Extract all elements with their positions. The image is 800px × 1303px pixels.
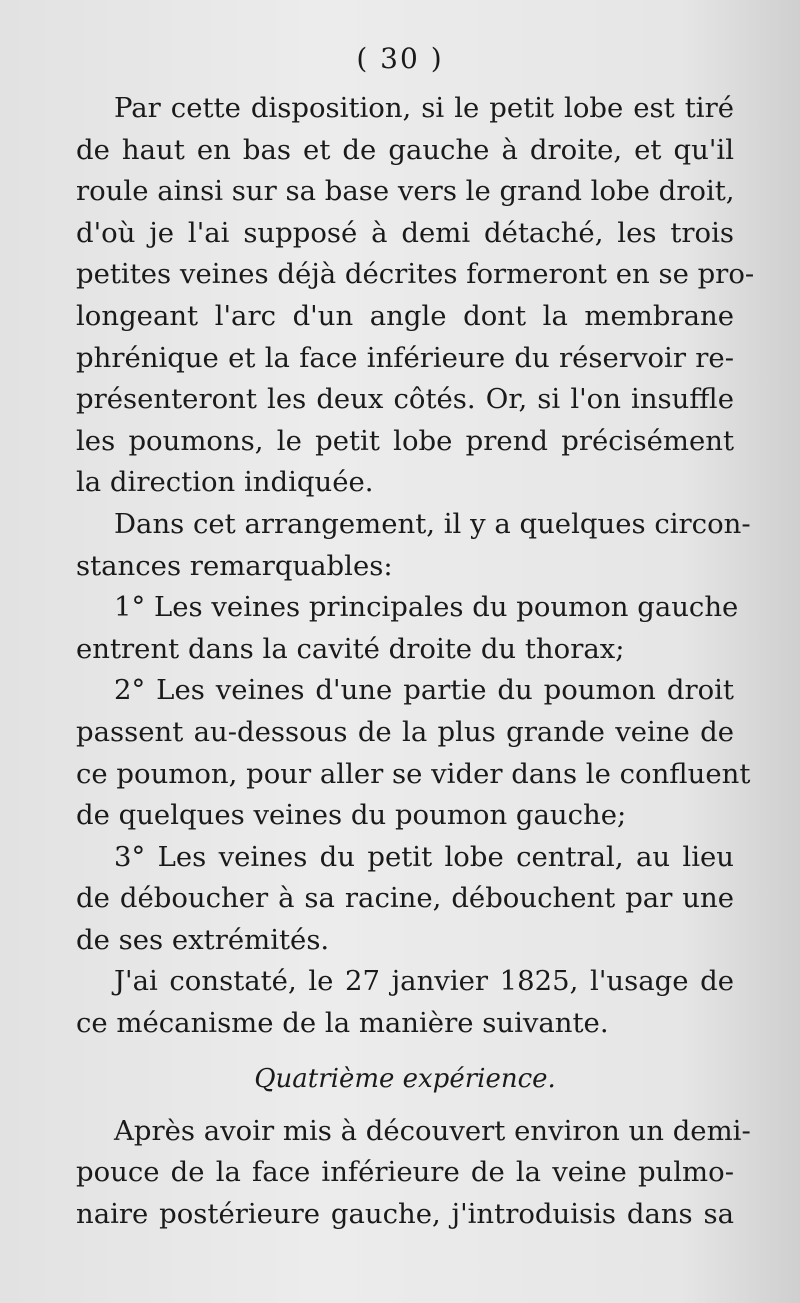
text-line: Après avoir mis à découvert environ un demi-: [114, 1114, 751, 1147]
text-line: de haut en bas et de gauche à droite, et qu'il: [76, 133, 734, 166]
text-line: les poumons, le petit lobe prend précisément: [76, 424, 734, 457]
text-line: ce mécanisme de la manière suivante.: [76, 1007, 609, 1040]
text-line: pouce de la face inférieure de la veine pulmo-: [76, 1156, 734, 1189]
page-number: ( 30 ): [356, 42, 444, 75]
paragraph-7: [76, 1111, 751, 1236]
text-line: ce poumon, pour aller se vider dans le confluent: [76, 757, 751, 790]
text-line: roule ainsi sur sa base vers le grand lobe droit,: [76, 175, 735, 208]
paragraph-1: [76, 88, 755, 504]
text-line: de quelques veines du poumon gauche;: [76, 799, 627, 832]
text-line: 2° Les veines d'une partie du poumon droit: [114, 674, 734, 707]
text-line: stances remarquables:: [76, 549, 393, 582]
text-line: la direction indiquée.: [76, 466, 374, 499]
paragraph-5: [76, 837, 734, 962]
paragraph-2: [76, 504, 751, 587]
text-line: de ses extrémités.: [76, 923, 330, 956]
section-heading: Quatrième expérience.: [254, 1063, 556, 1094]
paragraph-6: [76, 961, 734, 1044]
text-line: entrent dans la cavité droite du thorax;: [76, 632, 625, 665]
text-line: J'ai constaté, le 27 janvier 1825, l'usage de: [114, 965, 734, 998]
text-line: naire postérieure gauche, j'introduisis dans sa: [76, 1197, 734, 1230]
text-line: passent au-dessous de la plus grande veine de: [76, 715, 734, 748]
text-line: longeant l'arc d'un angle dont la membrane: [76, 299, 734, 332]
paragraph-3: [76, 587, 739, 670]
text-line: petites veines déjà décrites formeront en se pro-: [76, 258, 755, 291]
text-line: présenteront les deux côtés. Or, si l'on insuffle: [76, 383, 734, 416]
text-line: Par cette disposition, si le petit lobe est tiré: [114, 92, 734, 124]
text-line: phrénique et la face inférieure du réservoir re-: [76, 341, 734, 374]
body-text: [76, 88, 755, 1235]
text-line: Dans cet arrangement, il y a quelques circon-: [114, 507, 751, 540]
text-line: d'où je l'ai supposé à demi détaché, les trois: [76, 216, 734, 249]
text-line: 3° Les veines du petit lobe central, au lieu: [114, 840, 734, 873]
paragraph-4: [76, 670, 751, 836]
text-line: 1° Les veines principales du poumon gauche: [114, 591, 739, 624]
text-line: de déboucher à sa racine, débouchent par une: [76, 882, 734, 915]
